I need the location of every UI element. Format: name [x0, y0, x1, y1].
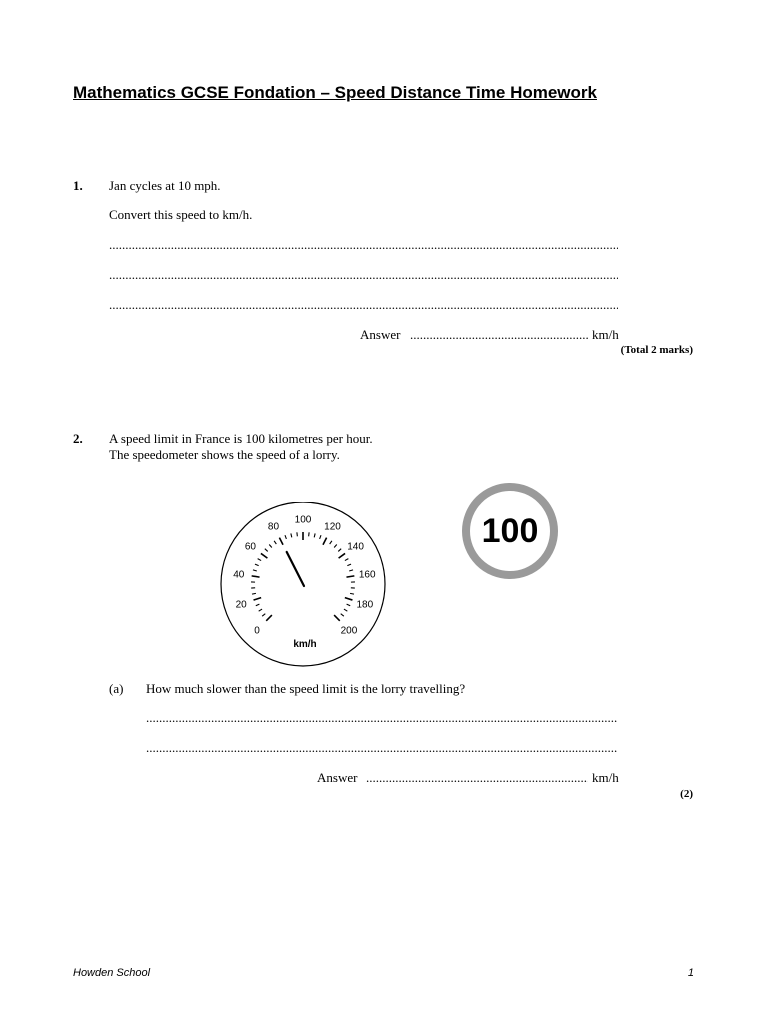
speedometer-scale-label: 180: [356, 599, 374, 611]
q1-total-marks: (Total 2 marks): [620, 344, 693, 356]
question-1-text-line2: Convert this speed to km/h.: [109, 207, 253, 222]
speed-limit-sign-value: 100: [481, 512, 539, 550]
q2a-marks: (2): [680, 788, 693, 800]
q1-answer-label: Answer: [360, 327, 401, 342]
q2a-answer-label: Answer: [317, 770, 358, 785]
q2a-question: How much slower than the speed limit is the lorry travelling?: [146, 681, 466, 696]
q2a-answer-field[interactable]: [366, 770, 588, 786]
page-title: Mathematics GCSE Fondation – Speed Distance Time Homework: [73, 83, 597, 102]
question-2-number: 2.: [73, 431, 83, 446]
q2a-answer-unit: km/h: [592, 770, 619, 785]
q1-working-line-1[interactable]: [109, 237, 618, 253]
question-2-text-line2: The speedometer shows the speed of a lorry.: [109, 447, 340, 462]
speedometer-dial: [218, 502, 388, 672]
q1-answer-unit: km/h: [592, 327, 619, 342]
speedometer-scale-label: 200: [340, 625, 358, 637]
speedometer-minor-tick: [252, 593, 256, 594]
speedometer-scale-label: 120: [324, 521, 341, 533]
q2a-working-line-2[interactable]: [146, 740, 618, 756]
speedometer-scale-label: 0: [254, 625, 260, 637]
question-1-number: 1.: [73, 178, 83, 193]
speed-limit-sign: [461, 482, 559, 580]
speedometer-scale-label: 40: [233, 569, 245, 581]
speedometer-scale-label: 160: [358, 569, 376, 581]
q1-answer-field[interactable]: [410, 327, 588, 343]
q2a-label: (a): [109, 681, 124, 696]
speedometer-scale-label: 60: [244, 541, 256, 553]
q1-working-line-2[interactable]: [109, 267, 618, 283]
speedometer-scale-label: 20: [235, 599, 247, 611]
q1-working-line-3[interactable]: [109, 297, 618, 313]
question-2-text-line1: A speed limit in France is 100 kilometres per hour.: [109, 431, 373, 446]
footer-page-number: 1: [687, 967, 694, 979]
q2a-working-line-1[interactable]: [146, 710, 618, 726]
speedometer-scale-label: 80: [267, 521, 280, 533]
speedometer-unit-label: km/h: [293, 639, 317, 650]
speedometer-minor-tick: [350, 593, 354, 594]
footer-school: Howden School: [73, 967, 151, 979]
question-1-text-line1: Jan cycles at 10 mph.: [109, 178, 221, 193]
speedometer-scale-label: 100: [294, 514, 312, 526]
speedometer-scale-label: 140: [347, 541, 364, 553]
